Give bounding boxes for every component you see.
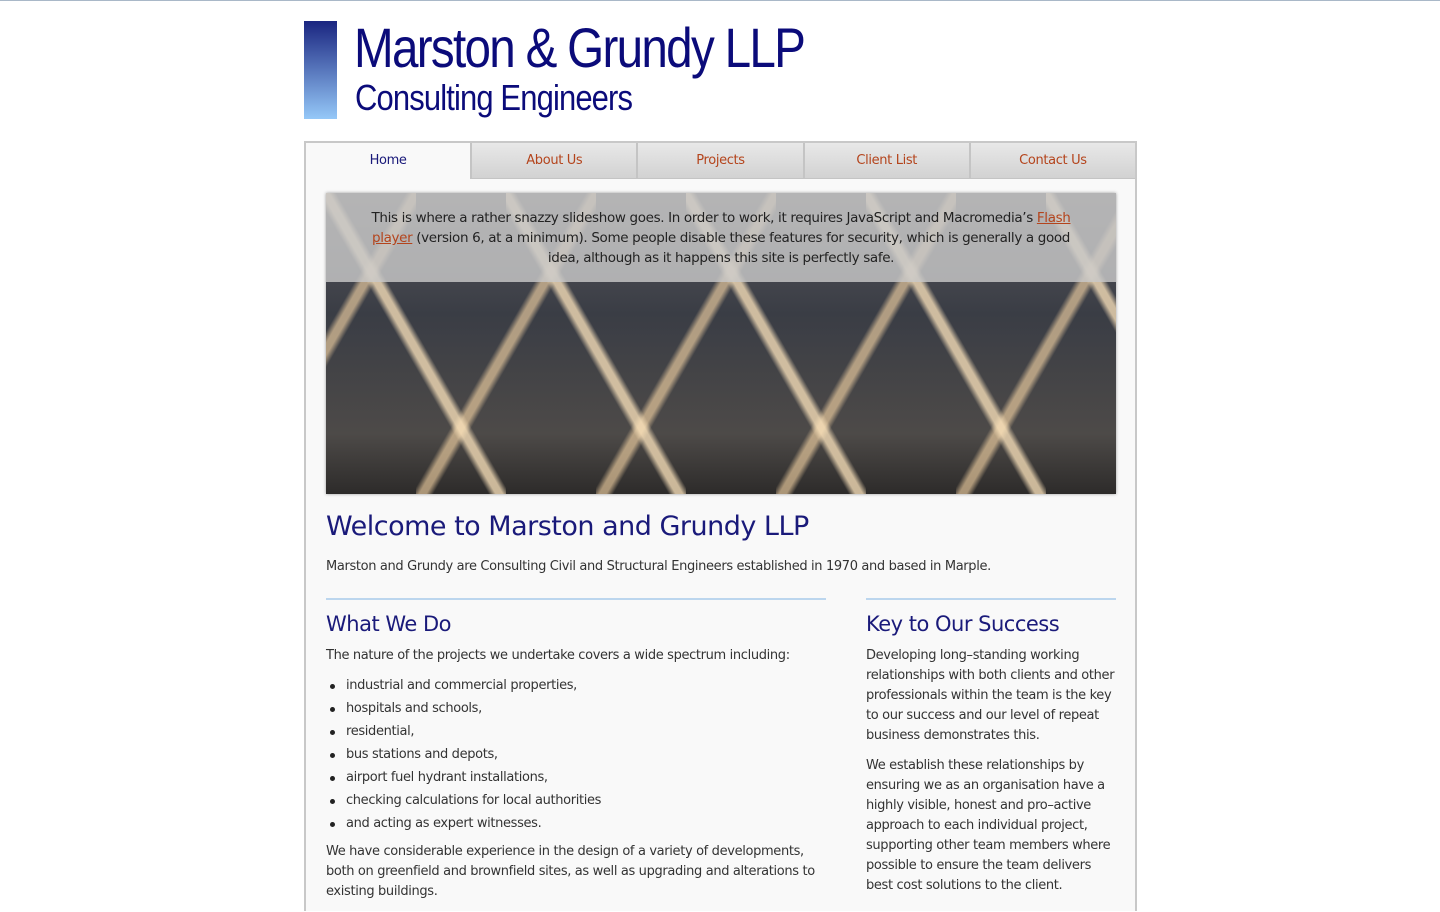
slideshow-image bbox=[326, 193, 1116, 494]
key-paragraph-2: We establish these relationships by ensuring we as an organisation have a highly visible, honest and pro–active approach to each individual project, supporting other team members where possible to ensure the team delivers best cost solutions to the client. bbox=[866, 758, 1111, 893]
intro-text: Marston and Grundy are Consulting Civil and Structural Engineers established in 1970 and based in Marple. bbox=[326, 559, 991, 574]
main-nav bbox=[306, 143, 1135, 179]
site-logo[interactable] bbox=[304, 16, 805, 121]
tab-contact-us[interactable]: Contact Us bbox=[969, 143, 1135, 179]
page-container bbox=[304, 141, 1137, 911]
key-heading: Key to Our Success bbox=[866, 612, 1060, 636]
list-item: residential, bbox=[326, 722, 826, 742]
tab-about-us[interactable]: About Us bbox=[470, 143, 636, 179]
slideshow-caption bbox=[326, 193, 1116, 282]
flash-player-link[interactable]: Flash player bbox=[371, 210, 1071, 246]
list-item: and acting as expert witnesses. bbox=[326, 814, 826, 834]
list-item: checking calculations for local authorities bbox=[326, 791, 826, 811]
logo-subtitle: Consulting Engineers bbox=[355, 77, 633, 118]
logo-gradient-bar bbox=[304, 21, 337, 119]
list-item: bus stations and depots, bbox=[326, 745, 826, 765]
list-item: industrial and commercial properties, bbox=[326, 676, 826, 696]
tab-projects[interactable]: Projects bbox=[636, 143, 802, 179]
key-to-success-section bbox=[866, 598, 1116, 906]
tab-home[interactable]: Home bbox=[306, 143, 470, 179]
what-we-do-heading: What We Do bbox=[326, 612, 451, 636]
list-item: hospitals and schools, bbox=[326, 699, 826, 719]
page-title: Welcome to Marston and Grundy LLP bbox=[326, 511, 809, 542]
caption-text: This is where a rather snazzy slideshow goes. In order to work, it requires JavaScript and Macromedia’s bbox=[371, 210, 1037, 226]
tab-client-list[interactable]: Client List bbox=[803, 143, 969, 179]
what-we-do-paragraph: We have considerable experience in the design of a variety of developments, both on greenfield and brownfield sites, as well as upgrading and alterations to existing buildings. bbox=[326, 844, 815, 899]
caption-text-2: (version 6, at a minimum). Some people disable these features for security, which is generally a good idea, although as it happens this site is perfectly safe. bbox=[412, 230, 1071, 266]
key-paragraph-1: Developing long–standing working relationships with both clients and other professionals within the team is the key to our success and our level of repeat business demonstrates this. bbox=[866, 648, 1115, 743]
logo-title: Marston & Grundy LLP bbox=[354, 16, 805, 79]
what-we-do-section bbox=[326, 598, 826, 912]
list-item: airport fuel hydrant installations, bbox=[326, 768, 826, 788]
services-list bbox=[326, 676, 826, 834]
what-we-do-lead: The nature of the projects we undertake covers a wide spectrum including: bbox=[326, 648, 790, 663]
